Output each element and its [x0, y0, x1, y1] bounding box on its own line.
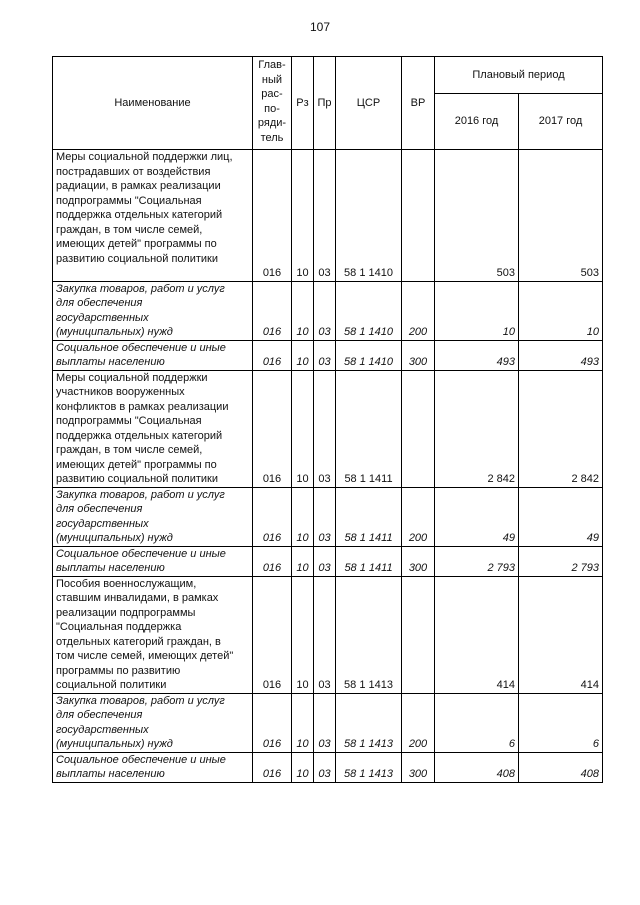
row-name	[53, 370, 253, 487]
row-amount-2016: 414	[435, 576, 519, 693]
table-row	[53, 487, 603, 546]
row-rz: 10	[292, 752, 314, 782]
row-amount-2016: 503	[435, 150, 519, 282]
row-name-line: (муниципальных) нужд	[56, 738, 173, 750]
row-rz: 10	[292, 576, 314, 693]
row-name-line: Социальное обеспечение и иные	[56, 341, 226, 354]
table-row	[53, 340, 603, 370]
row-csr: 58 1 1410	[336, 150, 402, 282]
row-name	[53, 150, 253, 282]
row-vr	[402, 150, 435, 282]
header-manager-line: Глав-	[258, 59, 286, 71]
row-name-line: пострадавших от воздействия	[56, 165, 211, 178]
row-rz: 10	[292, 281, 314, 340]
row-name-line: для обеспечения	[56, 709, 143, 721]
row-pr: 03	[314, 150, 336, 282]
table-row	[53, 370, 603, 487]
row-amount-2017: 493	[519, 340, 603, 370]
table-row	[53, 150, 603, 282]
row-name-line: имеющих детей" программы по	[56, 238, 217, 250]
row-manager-code: 016	[253, 370, 292, 487]
header-pr: Пр	[314, 57, 336, 150]
row-name-line: радиации, в рамках реализации	[56, 180, 221, 192]
row-name-line: поддержка отдельных категорий	[56, 209, 223, 221]
table-body	[53, 150, 603, 783]
row-name-line: Закупка товаров, работ и услуг	[56, 694, 225, 707]
row-manager-code: 016	[253, 693, 292, 752]
row-vr: 200	[402, 693, 435, 752]
row-rz: 10	[292, 546, 314, 576]
table-row	[53, 693, 603, 752]
header-plan-period: Плановый период	[435, 57, 603, 94]
row-name-line: социальной политики	[56, 679, 167, 691]
row-pr: 03	[314, 752, 336, 782]
row-csr: 58 1 1413	[336, 752, 402, 782]
row-pr: 03	[314, 370, 336, 487]
row-name	[53, 693, 253, 752]
row-amount-2017: 6	[519, 693, 603, 752]
row-name-line: Меры социальной поддержки лиц,	[56, 151, 233, 163]
row-amount-2017: 10	[519, 281, 603, 340]
row-amount-2017: 2 793	[519, 546, 603, 576]
row-name-line: участников вооруженных	[56, 386, 185, 398]
row-name-line: граждан, в том числе семей,	[56, 444, 203, 456]
header-name: Наименование	[53, 57, 253, 150]
row-vr: 200	[402, 281, 435, 340]
row-name-line: подпрограммы "Социальная	[56, 415, 202, 427]
header-year-2017: 2017 год	[519, 94, 603, 150]
row-amount-2017: 2 842	[519, 370, 603, 487]
row-rz: 10	[292, 487, 314, 546]
row-pr: 03	[314, 340, 336, 370]
row-name-line: реализации подпрограммы	[56, 606, 196, 619]
header-manager-line: рас-	[261, 88, 283, 100]
row-name-line: для обеспечения	[56, 503, 143, 515]
row-manager-code: 016	[253, 576, 292, 693]
row-name-line: подпрограммы "Социальная	[56, 194, 202, 207]
row-name-line: Меры социальной поддержки	[56, 371, 208, 384]
row-name-line: Закупка товаров, работ и услуг	[56, 488, 225, 501]
row-vr: 300	[402, 546, 435, 576]
row-name-line: для обеспечения	[56, 297, 143, 309]
row-name-line: выплаты населению	[56, 768, 165, 780]
row-name-line: отдельных категорий граждан, в	[56, 635, 221, 648]
row-rz: 10	[292, 693, 314, 752]
row-name-line: Закупка товаров, работ и услуг	[56, 282, 225, 295]
header-manager	[253, 57, 292, 150]
row-vr: 300	[402, 340, 435, 370]
row-name	[53, 340, 253, 370]
row-amount-2016: 493	[435, 340, 519, 370]
row-vr	[402, 370, 435, 487]
row-name-line: ставшим инвалидами, в рамках	[56, 592, 219, 604]
row-name-line: развитию социальной политики	[56, 252, 219, 265]
header-manager-line: ный	[261, 73, 283, 86]
row-manager-code: 016	[253, 150, 292, 282]
row-vr: 300	[402, 752, 435, 782]
row-pr: 03	[314, 693, 336, 752]
row-pr: 03	[314, 576, 336, 693]
row-name-line: "Социальная поддержка	[56, 621, 182, 633]
row-name-line: Социальное обеспечение и иные	[56, 753, 226, 766]
row-name-line: развитию социальной политики	[56, 473, 219, 485]
row-amount-2016: 408	[435, 752, 519, 782]
table-header	[53, 57, 603, 150]
row-name-line: Пособия военнослужащим,	[56, 577, 197, 590]
header-manager-line: тель	[260, 131, 284, 144]
row-name-line: государственных	[56, 723, 149, 736]
row-csr: 58 1 1410	[336, 281, 402, 340]
row-rz: 10	[292, 340, 314, 370]
row-name	[53, 546, 253, 576]
header-manager-line: ряди-	[257, 117, 287, 129]
row-name-line: программы по развитию	[56, 664, 181, 677]
row-amount-2017: 503	[519, 150, 603, 282]
row-amount-2017: 414	[519, 576, 603, 693]
row-amount-2016: 2 793	[435, 546, 519, 576]
row-name-line: граждан, в том числе семей,	[56, 223, 203, 236]
row-name	[53, 487, 253, 546]
row-pr: 03	[314, 546, 336, 576]
row-rz: 10	[292, 370, 314, 487]
row-csr: 58 1 1411	[336, 487, 402, 546]
row-amount-2017: 408	[519, 752, 603, 782]
row-name-line: государственных	[56, 311, 149, 324]
row-name-line: государственных	[56, 517, 149, 530]
table-row	[53, 576, 603, 693]
table-row	[53, 752, 603, 782]
table-row	[53, 546, 603, 576]
row-manager-code: 016	[253, 752, 292, 782]
row-amount-2017: 49	[519, 487, 603, 546]
row-csr: 58 1 1413	[336, 693, 402, 752]
row-name-line: выплаты населению	[56, 562, 165, 574]
header-rz: Рз	[292, 57, 314, 150]
row-name-line: том числе семей, имеющих детей"	[56, 650, 234, 662]
row-name-line: (муниципальных) нужд	[56, 532, 173, 544]
row-manager-code: 016	[253, 281, 292, 340]
page-number: 107	[309, 20, 331, 34]
row-amount-2016: 10	[435, 281, 519, 340]
row-name-line	[56, 266, 249, 281]
row-manager-code: 016	[253, 487, 292, 546]
row-vr	[402, 576, 435, 693]
row-name	[53, 576, 253, 693]
row-name-line: выплаты населению	[56, 356, 165, 368]
row-manager-code: 016	[253, 546, 292, 576]
row-amount-2016: 2 842	[435, 370, 519, 487]
row-manager-code: 016	[253, 340, 292, 370]
row-name	[53, 281, 253, 340]
row-csr: 58 1 1410	[336, 340, 402, 370]
header-csr: ЦСР	[336, 57, 402, 150]
row-pr: 03	[314, 487, 336, 546]
row-csr: 58 1 1413	[336, 576, 402, 693]
row-name-line: конфликтов в рамках реализации	[56, 400, 229, 413]
row-csr: 58 1 1411	[336, 546, 402, 576]
row-name-line: имеющих детей" программы по	[56, 458, 217, 471]
row-name-line: поддержка отдельных категорий	[56, 429, 223, 442]
row-name-line: (муниципальных) нужд	[56, 326, 173, 338]
row-vr: 200	[402, 487, 435, 546]
row-name-line: Социальное обеспечение и иные	[56, 547, 226, 560]
header-year-2016: 2016 год	[435, 94, 519, 150]
header-manager-line: по-	[264, 102, 280, 115]
row-amount-2016: 49	[435, 487, 519, 546]
header-vr: ВР	[402, 57, 435, 150]
row-pr: 03	[314, 281, 336, 340]
budget-table	[52, 56, 603, 783]
row-rz: 10	[292, 150, 314, 282]
row-name	[53, 752, 253, 782]
row-csr: 58 1 1411	[336, 370, 402, 487]
table-row	[53, 281, 603, 340]
row-amount-2016: 6	[435, 693, 519, 752]
